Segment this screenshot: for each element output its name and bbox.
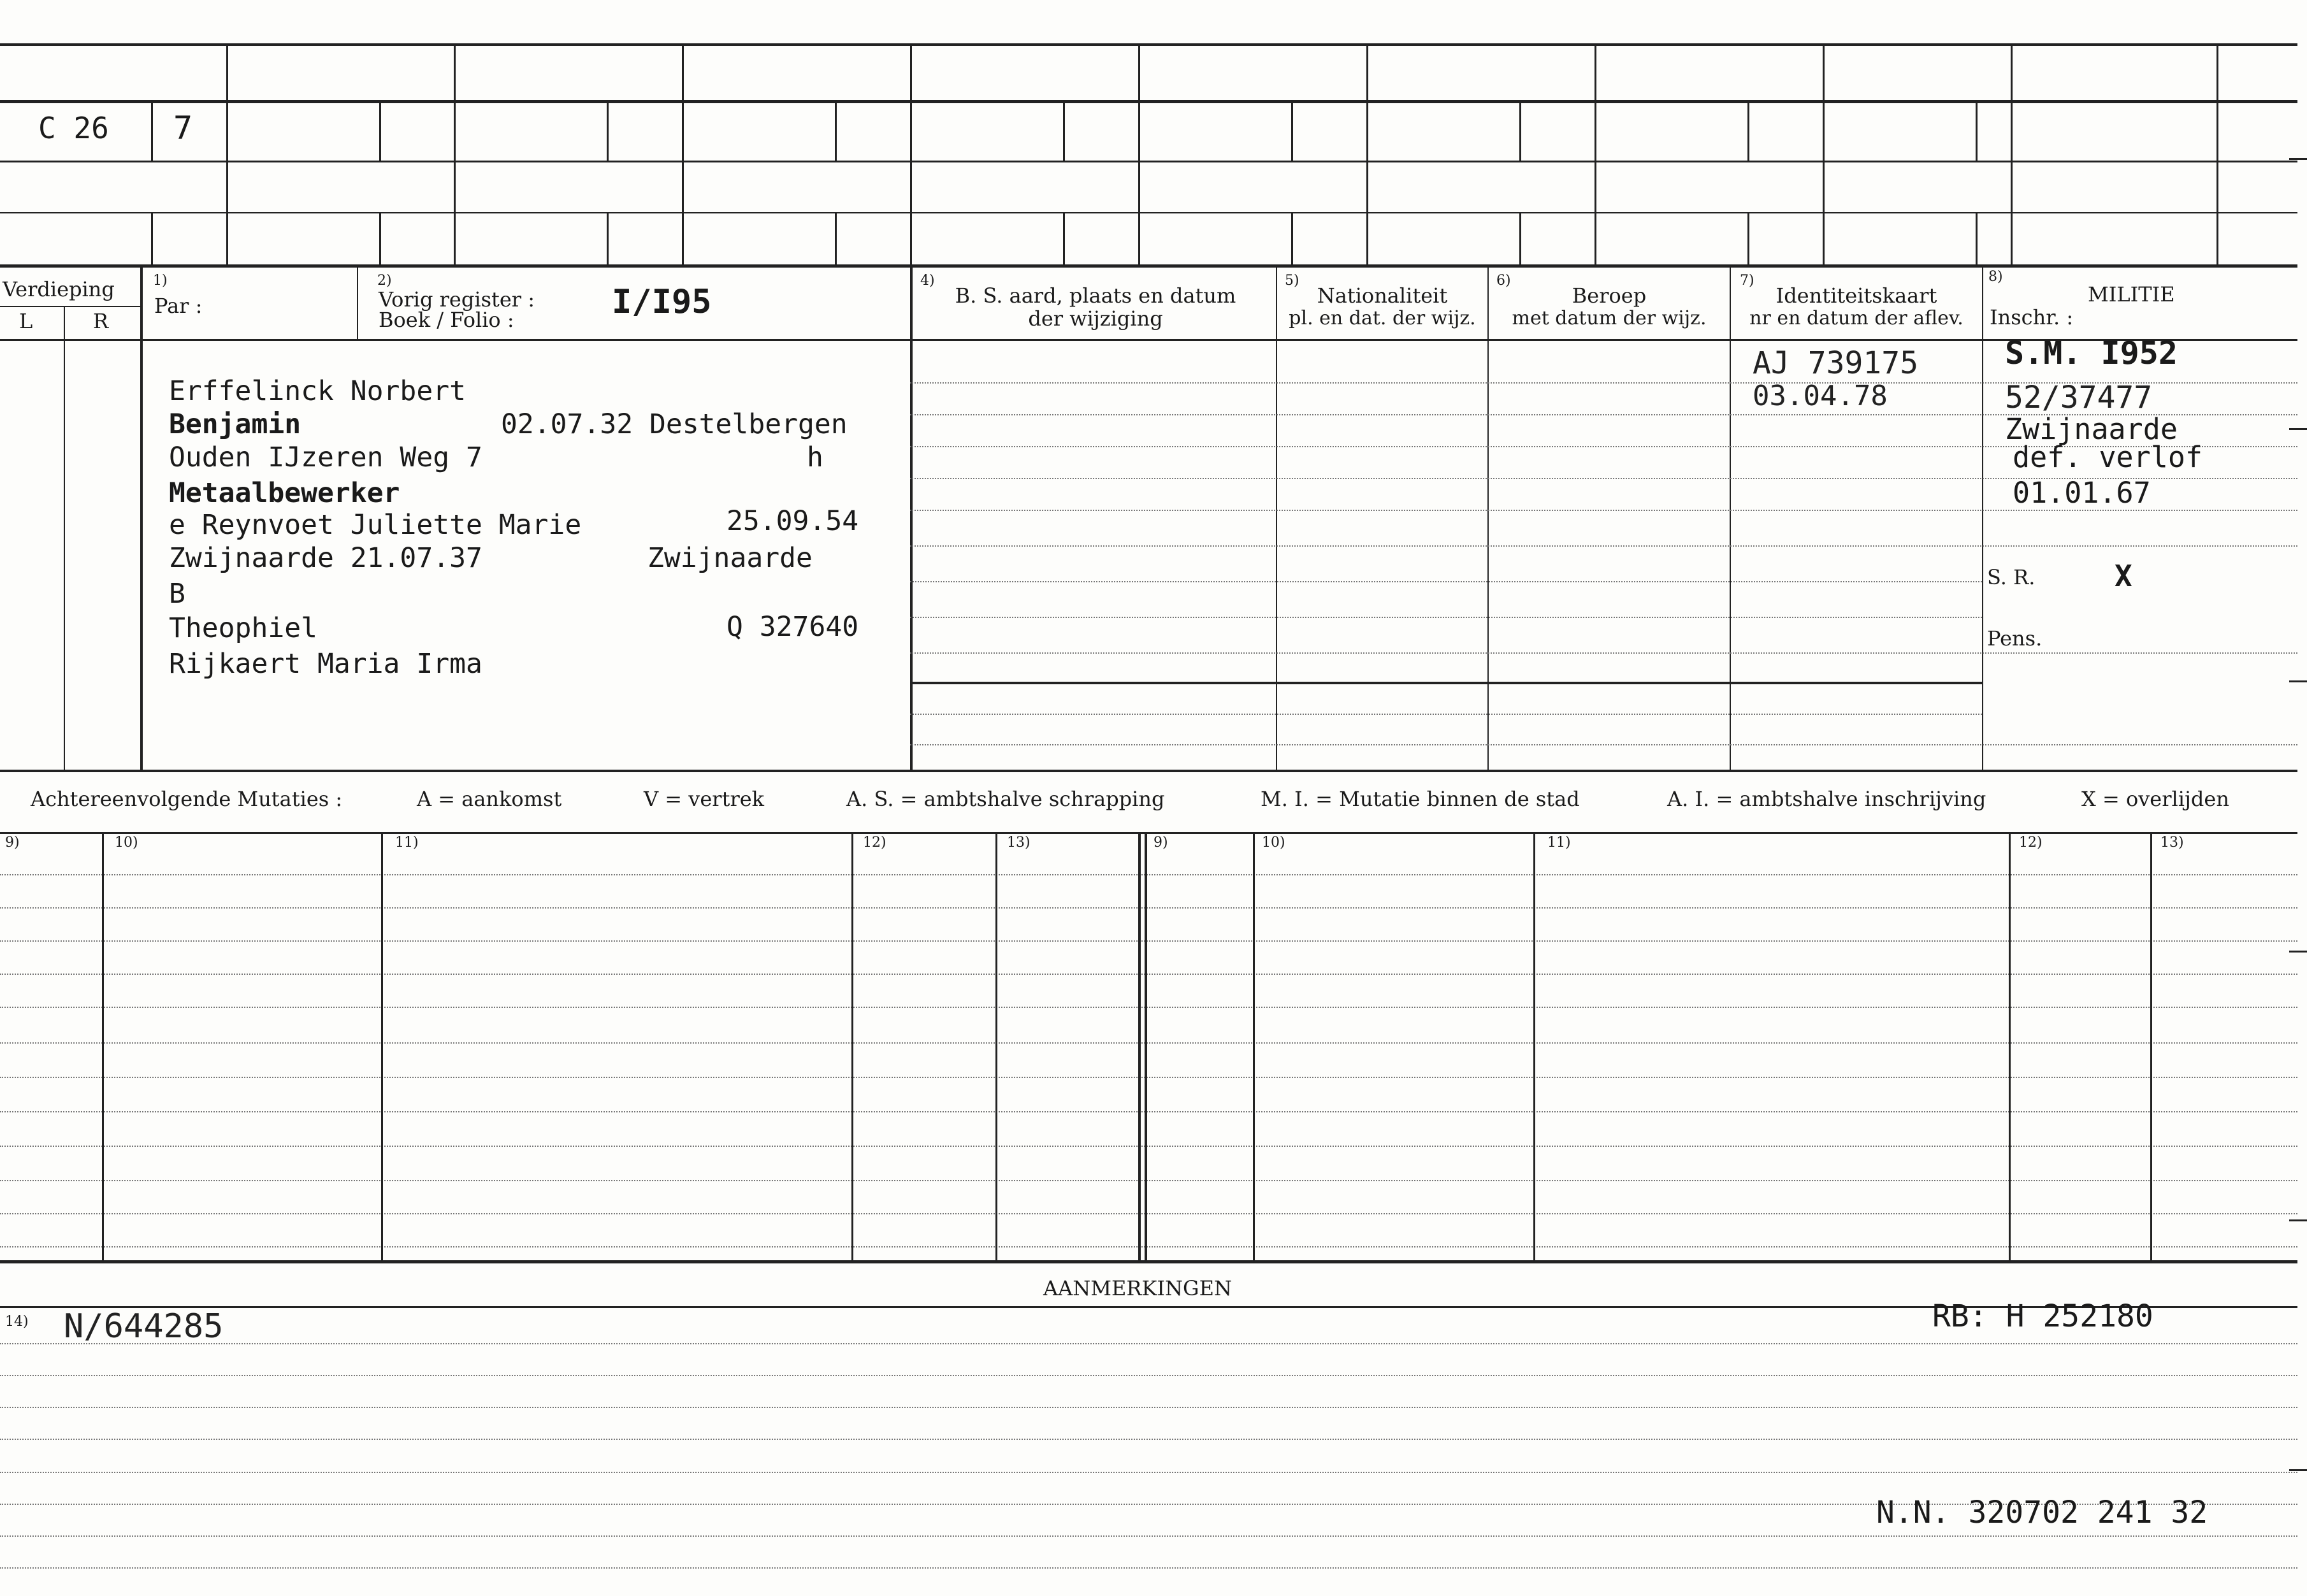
person-line1: Erffelinck Norbert: [169, 375, 466, 407]
remarks-title: AANMERKINGEN: [1043, 1276, 1232, 1300]
person-line2-name: Benjamin: [169, 408, 301, 440]
col-r-label: R: [93, 309, 109, 333]
register-value: I/I95: [612, 283, 712, 321]
militie-label: MILITIE: [2088, 282, 2175, 306]
legend-x: X = overlijden: [2081, 787, 2229, 811]
col-12a: 12): [863, 835, 886, 851]
vorig-label: Vorig register :: [379, 287, 535, 312]
militie-line3: Zwijnaarde: [2005, 412, 2178, 446]
col-13b: 13): [2160, 835, 2184, 851]
n14-label: 14): [5, 1314, 29, 1330]
legend-title: Achtereenvolgende Mutaties :: [31, 787, 343, 811]
person-line3-h: h: [807, 442, 823, 473]
person-line7: B: [169, 578, 185, 610]
bs-line2: der wijziging: [1028, 306, 1163, 331]
n7-label: 7): [1740, 273, 1754, 289]
legend-a: A = aankomst: [417, 787, 562, 811]
militie-line2: 52/37477: [2005, 380, 2153, 415]
n8-label: 8): [1988, 269, 2003, 285]
ber-line2: met datum der wijz.: [1512, 307, 1707, 329]
top-sub: 7: [173, 110, 193, 147]
col-9a: 9): [5, 835, 20, 851]
id-line2: nr en datum der aflev.: [1749, 307, 1963, 329]
ber-line1: Beroep: [1572, 284, 1647, 308]
col-l-label: L: [19, 309, 33, 333]
remarks-nn: N.N. 320702 241 32: [1876, 1495, 2208, 1530]
col-13a: 13): [1007, 835, 1031, 851]
inschr-label: Inschr. :: [1990, 305, 2074, 329]
n4-label: 4): [920, 273, 935, 289]
id-card-date: 03.04.78: [1753, 380, 1888, 412]
nat-line1: Nationaliteit: [1317, 284, 1448, 308]
nat-line2: pl. en dat. der wijz.: [1289, 307, 1476, 329]
par-label: Par :: [154, 294, 203, 318]
person-line3-addr: Ouden IJzeren Weg 7: [169, 442, 482, 473]
pens-label: Pens.: [1987, 626, 2043, 651]
remarks-ref: N/644285: [64, 1307, 224, 1346]
person-line6-birth: Zwijnaarde 21.07.37: [169, 542, 482, 574]
col-9b: 9): [1154, 835, 1168, 851]
id-line1: Identiteitskaart: [1775, 284, 1937, 308]
sr-label: S. R.: [1987, 565, 2036, 589]
person-line8-code: Q 327640: [727, 611, 859, 643]
bs-line1: B. S. aard, plaats en datum: [955, 284, 1236, 308]
legend-ai: A. I. = ambtshalve inschrijving: [1667, 787, 1986, 811]
col-10b: 10): [1262, 835, 1285, 851]
col-10a: 10): [115, 835, 138, 851]
person-line9-mother: Rijkaert Maria Irma: [169, 648, 482, 680]
n6-label: 6): [1496, 273, 1511, 289]
militie-line5: 01.01.67: [2013, 476, 2151, 510]
col-12b: 12): [2019, 835, 2043, 851]
col-11a: 11): [395, 835, 419, 851]
sr-value: X: [2115, 559, 2132, 593]
person-line4: Metaalbewerker: [169, 477, 400, 509]
n1-label: 1): [153, 273, 168, 289]
person-line5-spouse: e Reynvoet Juliette Marie: [169, 509, 582, 541]
militie-line1: S.M. I952: [2005, 334, 2178, 371]
verdieping-label: Verdieping: [3, 277, 115, 301]
remarks-rb: RB: H 252180: [1932, 1298, 2153, 1334]
legend-v: V = vertrek: [644, 787, 765, 811]
legend-as: A. S. = ambtshalve schrapping: [846, 787, 1165, 811]
id-card-value: AJ 739175: [1753, 345, 1919, 381]
n5-label: 5): [1285, 273, 1299, 289]
person-line2-birth: 02.07.32 Destelbergen: [501, 408, 848, 440]
legend-mi: M. I. = Mutatie binnen de stad: [1261, 787, 1580, 811]
person-line8-father: Theophiel: [169, 612, 317, 644]
militie-line4: def. verlof: [2013, 440, 2203, 474]
boek-label: Boek / Folio :: [379, 308, 514, 332]
person-line5-date: 25.09.54: [727, 505, 859, 537]
n2-label: 2): [377, 273, 392, 289]
person-line6-place: Zwijnaarde: [647, 542, 813, 574]
top-code: C 26: [38, 111, 109, 145]
col-11b: 11): [1547, 835, 1571, 851]
